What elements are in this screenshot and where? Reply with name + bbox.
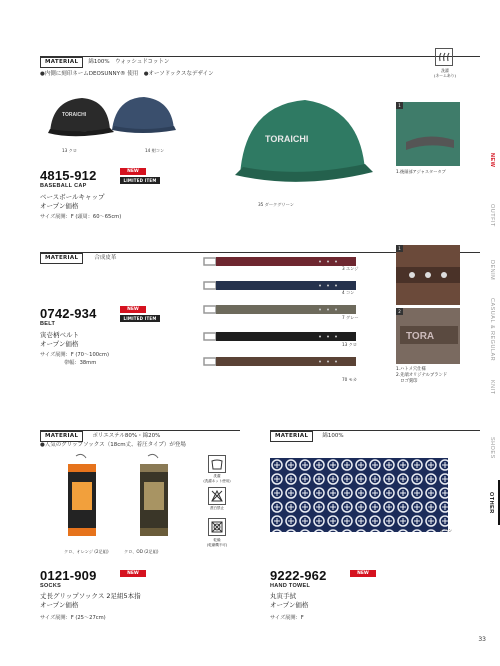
detail-number: 2 bbox=[396, 308, 403, 315]
color-label-navy: 14 紺コン bbox=[145, 148, 165, 153]
wash-icon-caption: 洗濯 (ネームあり) bbox=[434, 68, 456, 78]
towel-product-info bbox=[270, 568, 440, 622]
socks-image bbox=[62, 452, 188, 546]
belt-material-row bbox=[40, 244, 116, 264]
product-category: HAND TOWEL bbox=[270, 583, 311, 589]
belt-row bbox=[200, 276, 360, 288]
color-label: 13 クロ bbox=[342, 342, 358, 347]
side-tab-outfit[interactable]: OUTFIT bbox=[489, 203, 495, 227]
material-text: 綿100% ウォッシュドコットン bbox=[88, 59, 170, 65]
belt-detail-caption: 1.ハトメ穴仕様 2.先端オリジナルブランド ロゴ刻印 bbox=[396, 367, 448, 384]
belt-row bbox=[200, 327, 360, 339]
side-tab-casual[interactable]: CASUAL & REGULAR bbox=[489, 298, 495, 362]
belt-row bbox=[200, 352, 360, 364]
color-label-green: 35 ダークグリーン bbox=[258, 202, 294, 207]
material-tag: MATERIAL bbox=[40, 431, 83, 442]
product-size: サイズ展開：F bbox=[270, 615, 304, 621]
color-label: 7 グレー bbox=[342, 315, 359, 320]
product-price: オープン価格 bbox=[40, 340, 79, 348]
cap-logo-green: TORAICHI bbox=[265, 134, 309, 144]
care-caption: 乾燥 (乾燥機不可) bbox=[206, 538, 228, 547]
socks-photo bbox=[62, 452, 188, 546]
cap-logo-black: TORAICHI bbox=[62, 112, 87, 118]
color-label: 4 コン bbox=[342, 290, 355, 295]
product-category: SOCKS bbox=[40, 583, 62, 589]
product-name: 丈長グリップソックス 2足組5本指 bbox=[40, 592, 141, 600]
new-badge: NEW bbox=[120, 570, 146, 577]
product-category: BELT bbox=[40, 321, 56, 327]
color-label: クロ、オレンジ (2足組) bbox=[64, 549, 109, 554]
material-tag: MATERIAL bbox=[270, 431, 313, 442]
cap-green-image bbox=[215, 90, 380, 200]
cap-large-photo bbox=[215, 90, 380, 200]
towel-material-row bbox=[270, 422, 344, 442]
cap-small-photos bbox=[40, 88, 180, 148]
limited-badge: LIMITED ITEM bbox=[120, 177, 160, 184]
product-price: オープン価格 bbox=[270, 601, 309, 609]
product-size: サイズ展開：F (頭周：60〜65cm) bbox=[40, 214, 122, 220]
color-label: クロ、OD (2足組) bbox=[124, 549, 159, 554]
product-name: ベースボールキャップ bbox=[40, 193, 105, 201]
socks-bullets: ●人気のグリップソックス（18cm丈、着圧タイプ）が登場 bbox=[40, 442, 186, 448]
product-size: サイズ展開：F (70〜100cm) bbox=[40, 352, 109, 358]
wash-net-icon bbox=[208, 455, 226, 473]
cap-material-row bbox=[40, 48, 169, 68]
product-price: オープン価格 bbox=[40, 601, 79, 609]
product-name: 丸寅手拭 bbox=[270, 592, 296, 600]
towel-photo bbox=[270, 458, 448, 532]
cap-detail-caption: 1.後頭部アジャスタータブ bbox=[396, 169, 446, 174]
side-tab-knit[interactable]: KNIT bbox=[489, 380, 495, 395]
no-tumble-dry-icon bbox=[208, 518, 226, 536]
side-tab-denim[interactable]: DENIM bbox=[489, 259, 495, 281]
color-label: 70 モカ bbox=[342, 377, 358, 382]
cap-detail-photo bbox=[396, 102, 460, 166]
limited-badge: LIMITED ITEM bbox=[120, 315, 160, 322]
material-text: 綿100% bbox=[322, 433, 344, 439]
material-text: ポリエステル80%・綿20% bbox=[92, 433, 161, 439]
towel-pattern bbox=[270, 458, 448, 532]
product-price: オープン価格 bbox=[40, 202, 79, 210]
belt-photos bbox=[200, 252, 370, 392]
side-tab-shoes[interactable]: SHOES bbox=[489, 436, 495, 459]
belt-detail-photo-2 bbox=[396, 308, 460, 364]
color-label: 4 コン bbox=[440, 528, 453, 533]
product-code: 9222-962 bbox=[270, 568, 327, 583]
page-number: 33 bbox=[478, 636, 486, 643]
material-text: 合成皮革 bbox=[94, 255, 117, 261]
product-name: 寅壱柄ベルト bbox=[40, 331, 79, 339]
product-code: 4815-912 bbox=[40, 168, 97, 183]
care-caption: 漂白禁止 bbox=[210, 506, 224, 510]
cap-small-image bbox=[40, 88, 180, 148]
product-width: 帯幅：38mm bbox=[64, 360, 97, 366]
belt-detail-photo-1 bbox=[396, 245, 460, 305]
material-tag: MATERIAL bbox=[40, 57, 83, 68]
hand-wash-icon bbox=[435, 48, 453, 66]
product-category: BASEBALL CAP bbox=[40, 183, 87, 189]
socks-product-info bbox=[40, 568, 210, 622]
product-size: サイズ展開：F (25〜27cm) bbox=[40, 615, 106, 621]
belt-tip-logo: TORA bbox=[406, 331, 435, 342]
side-tab-other[interactable]: OTHER bbox=[484, 480, 500, 525]
product-code: 0121-909 bbox=[40, 568, 97, 583]
product-code: 0742-934 bbox=[40, 306, 97, 321]
care-caption: 洗濯 (洗濯ネット使用) bbox=[203, 474, 231, 483]
new-badge: NEW bbox=[120, 306, 146, 313]
no-bleach-icon bbox=[208, 487, 226, 505]
belt-product-info bbox=[40, 306, 190, 367]
detail-number: 1 bbox=[396, 102, 403, 109]
socks-material-row bbox=[40, 422, 160, 442]
belt-row bbox=[200, 300, 360, 312]
cap-bullets: ●内側に刻印ネームDEOSUNNY® 使用 ●オーソドックスなデザイン bbox=[40, 71, 214, 77]
detail-number: 1 bbox=[396, 245, 403, 252]
material-tag: MATERIAL bbox=[40, 253, 83, 264]
cap-product-info bbox=[40, 168, 190, 221]
belt-row bbox=[200, 252, 360, 264]
side-tab-new[interactable]: NEW bbox=[489, 152, 495, 168]
color-label: 3 エンジ bbox=[342, 266, 359, 271]
new-badge: NEW bbox=[120, 168, 146, 175]
color-label-black: 13 クロ bbox=[62, 148, 78, 153]
new-badge: NEW bbox=[350, 570, 376, 577]
